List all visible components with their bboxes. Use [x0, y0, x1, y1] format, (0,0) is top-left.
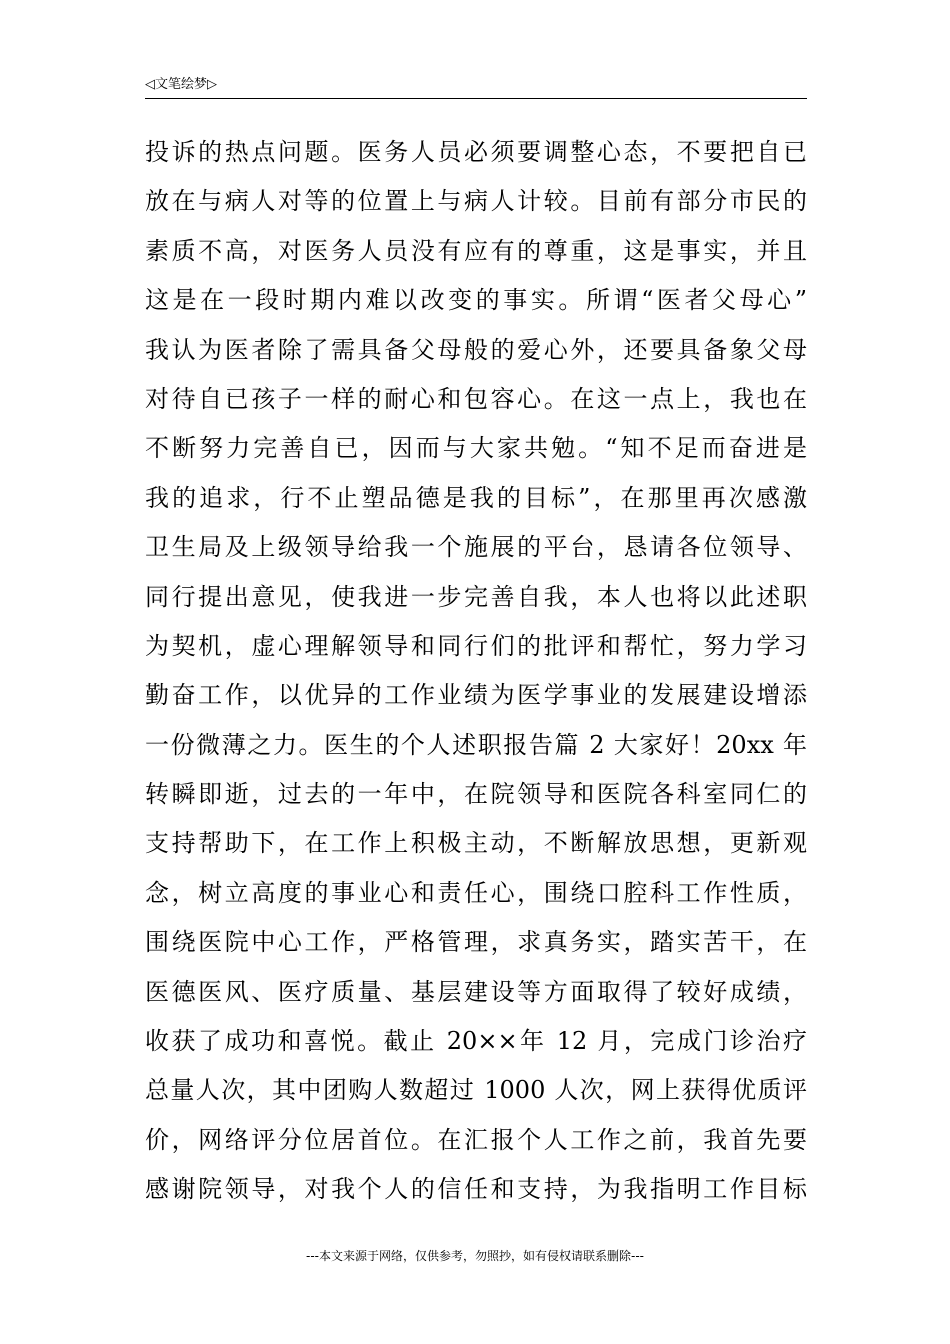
body-line: 围绕医院中心工作，严格管理，求真务实，踏实苦干，在 [145, 928, 807, 957]
body-line: 转瞬即逝，过去的一年中，在院领导和医院各科室同仁的 [145, 780, 807, 809]
body-line: 放在与病人对等的位置上与病人计较。目前有部分市民的 [145, 187, 807, 216]
body-line: 收获了成功和喜悦。截止 20××年 12 月，完成门诊治疗 [145, 1027, 807, 1056]
body-line: 为契机，虚心理解领导和同行们的批评和帮忙，努力学习 [145, 631, 807, 660]
body-line: 一份微薄之力。医生的个人述职报告篇 2 大家好！20xx 年 [145, 730, 807, 759]
page-header [145, 74, 807, 99]
body-line: 总量人次，其中团购人数超过 1000 人次，网上获得优质评 [145, 1076, 807, 1105]
document-body [145, 128, 807, 1215]
body-line: 对待自已孩子一样的耐心和包容心。在这一点上，我也在 [145, 384, 807, 413]
body-line: 勤奋工作，以优异的工作业绩为医学事业的发展建设增添 [145, 681, 807, 710]
body-line: 同行提出意见，使我进一步完善自我，本人也将以此述职 [145, 582, 807, 611]
body-line: 感谢院领导，对我个人的信任和支持，为我指明工作目标 [145, 1175, 807, 1204]
body-line: 我的追求，行不止塑品德是我的目标”，在那里再次感激 [145, 483, 807, 512]
body-line: 念，树立高度的事业心和责任心，围绕口腔科工作性质， [145, 878, 807, 907]
body-line: 这是在一段时期内难以改变的事实。所谓“医者父母心” [145, 286, 807, 315]
body-line: 价，网络评分位居首位。在汇报个人工作之前，我首先要 [145, 1125, 807, 1154]
body-line: 投诉的热点问题。医务人员必须要调整心态，不要把自已 [145, 138, 807, 166]
header-title: ◁文笔绘梦▷ [145, 77, 217, 92]
body-line: 素质不高，对医务人员没有应有的尊重，这是事实，并且 [145, 236, 807, 265]
page-footer: ---本文来源于网络，仅供参考，勿照抄，如有侵权请联系删除--- [306, 1249, 644, 1263]
body-line: 不断努力完善自已，因而与大家共勉。“知不足而奋进是 [145, 434, 807, 463]
body-line: 医德医风、医疗质量、基层建设等方面取得了较好成绩， [145, 977, 807, 1006]
body-line: 我认为医者除了需具备父母般的爱心外，还要具备象父母 [145, 335, 807, 364]
body-line: 卫生局及上级领导给我一个施展的平台，恳请各位领导、 [145, 533, 807, 562]
body-line: 支持帮助下，在工作上积极主动，不断解放思想，更新观 [145, 829, 807, 858]
